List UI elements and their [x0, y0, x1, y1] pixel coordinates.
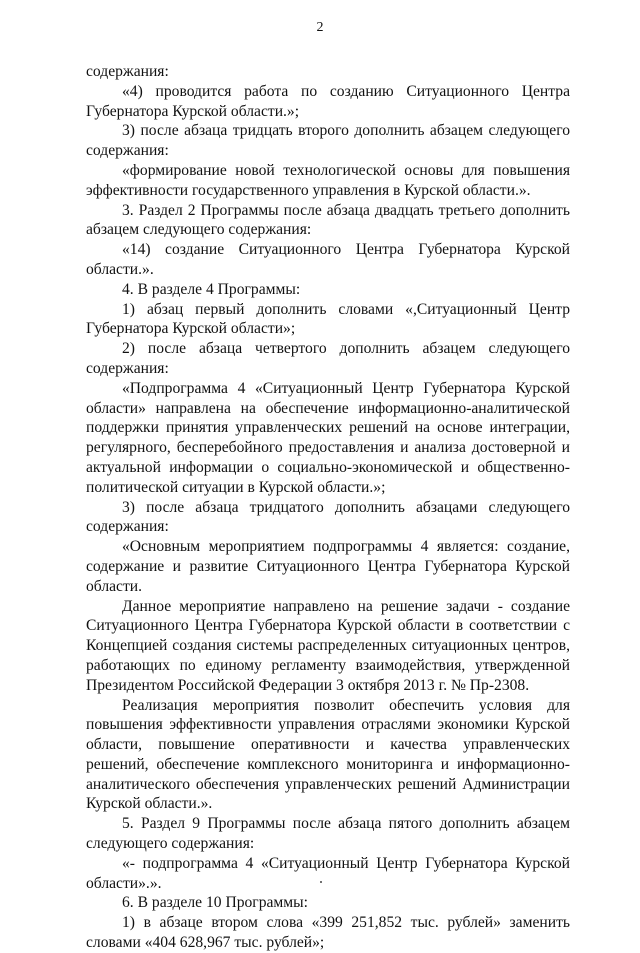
- paragraph: Данное мероприятие направлено на решение задачи - создание Ситуационного Центра Губернатора Курской области в соответствии с Концепцией создания системы распределенных ситуационных центров, работающих по единому регламенту взаимодействия, утвержденной Президентом Российской Федерации 3 октября 2013 г. № Пр-2308.: [86, 597, 570, 694]
- paragraph: 1) в абзаце втором слова «399 251,852 тыс. рублей» заменить словами «404 628,967 тыс. рублей»;: [86, 914, 570, 952]
- paragraph: содержания:: [86, 63, 169, 80]
- paragraph: 5. Раздел 9 Программы после абзаца пятого дополнить абзацем следующего содержания:: [86, 815, 570, 853]
- paragraph: 3) после абзаца тридцатого дополнить абзацами следующего содержания:: [86, 498, 570, 536]
- paragraph: 3. Раздел 2 Программы после абзаца двадцать третьего дополнить абзацем следующего содержания:: [86, 201, 570, 239]
- paragraph: «14) создание Ситуационного Центра Губернатора Курской области.».: [86, 241, 570, 278]
- paragraph: «Основным мероприятием подпрограммы 4 является: создание, содержание и развитие Ситуационного Центра Губернатора Курской области.: [86, 538, 570, 595]
- document-body: [86, 62, 570, 953]
- paragraph: 4. В разделе 4 Программы:: [122, 280, 301, 298]
- paragraph: 6. В разделе 10 Программы:: [122, 894, 308, 912]
- paragraph: «4) проводится работа по созданию Ситуационного Центра Губернатора Курской области.»;: [86, 82, 570, 120]
- scan-speck: [320, 881, 322, 883]
- paragraph: 3) после абзаца тридцать второго дополнить абзацем следующего содержания:: [86, 122, 570, 160]
- paragraph: 1) абзац первый дополнить словами «,Ситуационный Центр Губернатора Курской области»;: [86, 300, 570, 338]
- paragraph: «Подпрограмма 4 «Ситуационный Центр Губернатора Курской области» направлена на обеспечение информационно-аналитической поддержки принятия управленческих решений на основе интеграции, регулярного, бесперебойного предоставления и анализа достоверной и актуальной информации о социально-экономической и общественно-политической ситуации в Курской области.»;: [86, 379, 570, 496]
- page-number: 2: [316, 20, 324, 35]
- paragraph: «формирование новой технологической основы для повышения эффективности государственного управления в Курской области.».: [86, 161, 570, 199]
- paragraph: 2) после абзаца четвертого дополнить абзацем следующего содержания:: [86, 340, 570, 377]
- paragraph: Реализация мероприятия позволит обеспечить условия для повышения эффективности управления отраслями экономики Курской области, повышение оперативности и качества управленческих решений, обеспечение комплексного мониторинга и информационно-аналитического обеспечения управленческих решений Администрации Курской области.».: [86, 696, 570, 813]
- paragraph: «- подпрограмма 4 «Ситуационный Центр Губернатора Курской области».».: [86, 854, 570, 892]
